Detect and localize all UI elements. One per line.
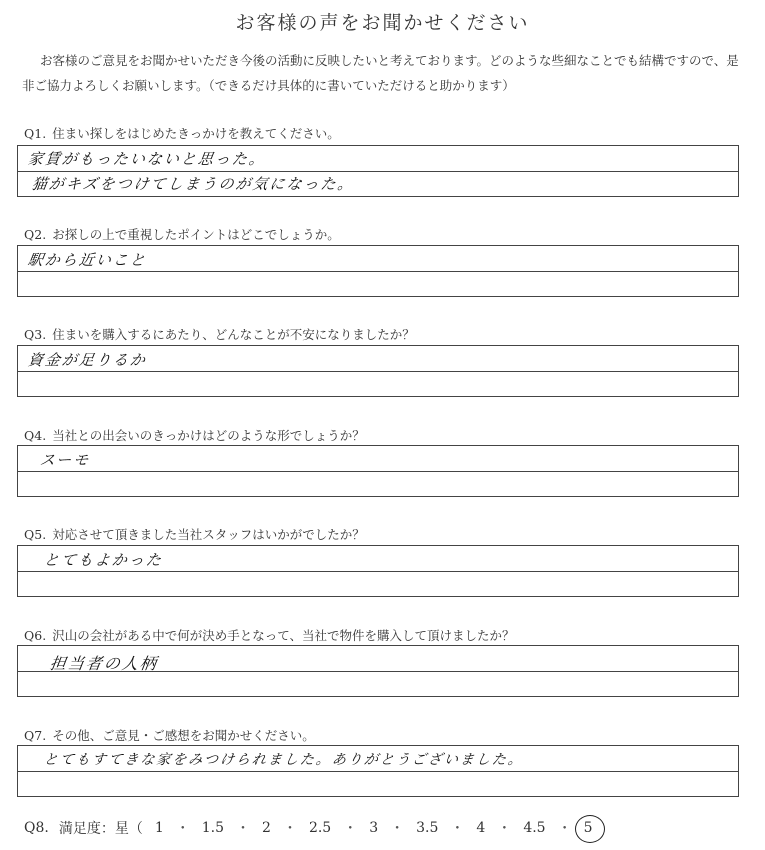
rating-option-2[interactable]: 2 — [262, 820, 271, 836]
question-number: Q7. — [24, 728, 47, 743]
question-7 — [24, 726, 315, 744]
question-4 — [24, 426, 365, 444]
answer-5-line-1: とてもよかった — [42, 551, 165, 569]
rating-separator: ・ — [497, 821, 512, 837]
answer-1-line-2: 猫がキズをつけてしまうのが気になった。 — [30, 175, 356, 193]
question-text: 住まい探しをはじめたきっかけを教えてください。 — [52, 126, 340, 141]
rating-option-2-5[interactable]: 2.5 — [308, 820, 332, 836]
question-number: Q2. — [24, 227, 47, 242]
question-text: 住まいを購入するにあたり、どんなことが不安になりましたか？ — [52, 327, 415, 342]
rating-separator: ・ — [343, 821, 358, 837]
rating-option-1-5[interactable]: 1.5 — [201, 820, 225, 836]
question-number: Q4. — [24, 428, 47, 443]
question-text: 当社との出会いのきっかけはどのような形でしょうか？ — [52, 428, 365, 443]
rating-separator: ・ — [236, 821, 251, 837]
page-title: お客様の声をお聞かせください — [235, 12, 530, 34]
rating-option-5[interactable]: 5 — [583, 820, 593, 836]
answer-2-line-1: 駅から近いこと — [26, 251, 149, 269]
rating-number: Q8. — [24, 820, 49, 836]
question-number: Q3. — [24, 327, 47, 342]
rating-option-3[interactable]: 3 — [369, 820, 379, 836]
question-text: お探しの上で重視したポイントはどこでしょうか。 — [52, 227, 340, 242]
rating-option-1[interactable]: 1 — [154, 820, 164, 836]
question-text: その他、ご意見・ご感想をお聞かせください。 — [52, 728, 315, 743]
answer-box-4[interactable] — [17, 445, 739, 497]
answer-4-line-1: スーモ — [38, 451, 92, 469]
rating-separator: ・ — [282, 821, 297, 837]
rating-separator: ・ — [557, 821, 572, 837]
answer-6-line-1: 担当者の人柄 — [48, 654, 160, 673]
rating-option-3-5[interactable]: 3.5 — [416, 820, 439, 836]
rating-option-4[interactable]: 4 — [476, 820, 486, 836]
question-number: Q5. — [24, 527, 47, 542]
answer-1-line-1: 家賃がもったいないと思った。 — [26, 150, 268, 168]
question-1 — [24, 124, 340, 142]
rating-label: 満足度：星（ — [58, 821, 143, 837]
question-number: Q6. — [24, 628, 47, 643]
question-text: 沢山の会社がある中で何が決め手となって、当社で物件を購入して頂けましたか？ — [52, 628, 515, 643]
question-2 — [24, 225, 340, 243]
answer-3-line-1: 資金が足りるか — [26, 351, 149, 369]
rating-separator: ・ — [450, 821, 465, 837]
question-6 — [24, 626, 514, 644]
rating-separator: ・ — [175, 821, 190, 837]
intro-text: お客様のご意見をお聞かせいただき今後の活動に反映したいと考えております。どのような些細なことでも結構ですので、是非ご協力よろしくお願いします。（できるだけ具体的に書いていただけると助かります） — [22, 53, 739, 93]
question-number: Q1. — [24, 126, 47, 141]
satisfaction-rating — [24, 818, 595, 838]
answer-7-line-1: とてもすてきな家をみつけられました。ありがとうございました。 — [42, 752, 526, 768]
question-text: 対応させて頂きました当社スタッフはいかがでしたか？ — [52, 527, 365, 542]
question-5 — [24, 525, 365, 543]
rating-option-4-5[interactable]: 4.5 — [523, 820, 546, 836]
rating-separator: ・ — [390, 821, 405, 837]
question-3 — [24, 325, 415, 343]
